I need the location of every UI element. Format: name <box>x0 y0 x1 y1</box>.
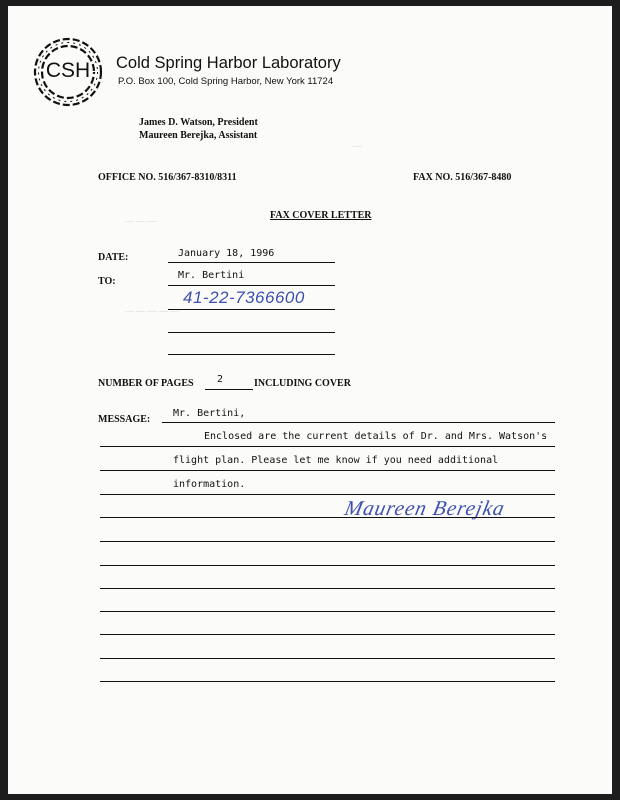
to-line-1 <box>168 285 335 286</box>
message-rule <box>162 422 555 423</box>
date-value: January 18, 1996 <box>178 248 275 259</box>
bleed-through: — — — — — <box>125 306 179 316</box>
date-line <box>168 262 335 263</box>
handwritten-signature: Maureen Berejka <box>342 496 508 520</box>
pages-line <box>205 389 253 390</box>
message-line: Mr. Bertini, <box>173 408 246 419</box>
message-line: flight plan. Please let me know if you need additional <box>173 455 499 466</box>
message-rule <box>100 634 555 635</box>
message-line: Enclosed are the current details of Dr. and Mrs. Watson's <box>204 431 548 442</box>
message-rule <box>100 681 555 682</box>
message-label: MESSAGE: <box>98 414 151 425</box>
message-rule <box>100 470 555 471</box>
message-rule <box>100 565 555 566</box>
logo-text: CSH <box>45 59 91 82</box>
message-rule <box>100 517 555 518</box>
message-rule <box>100 494 555 495</box>
to-line-2 <box>168 309 335 310</box>
message-rule <box>100 588 555 589</box>
to-value: Mr. Bertini <box>178 270 245 281</box>
message-rule <box>100 446 555 447</box>
org-address: P.O. Box 100, Cold Spring Harbor, New York 11724 <box>118 76 334 87</box>
message-rule <box>100 611 555 612</box>
to-label: TO: <box>98 276 116 287</box>
csh-logo <box>30 34 106 110</box>
to-line-4 <box>168 354 335 355</box>
org-name: Cold Spring Harbor Laboratory <box>116 54 341 72</box>
to-fax-handwritten: 41-22-7366600 <box>183 288 305 307</box>
bleed-through: — <box>353 141 362 151</box>
office-number: OFFICE NO. 516/367-8310/8311 <box>98 172 237 183</box>
message-line: information. <box>173 479 246 490</box>
pages-value: 2 <box>217 374 224 385</box>
fax-number: FAX NO. 516/367-8480 <box>413 172 512 183</box>
president-name: James D. Watson, President <box>139 117 258 128</box>
date-label: DATE: <box>98 252 129 263</box>
pages-label: NUMBER OF PAGES <box>98 378 194 389</box>
fax-page <box>8 6 612 794</box>
message-rule <box>100 541 555 542</box>
form-title: FAX COVER LETTER <box>270 210 372 221</box>
message-rule <box>100 658 555 659</box>
to-line-3 <box>168 332 335 333</box>
pages-suffix: INCLUDING COVER <box>254 378 351 389</box>
bleed-through: — — — <box>125 216 157 226</box>
assistant-name: Maureen Berejka, Assistant <box>139 130 258 141</box>
